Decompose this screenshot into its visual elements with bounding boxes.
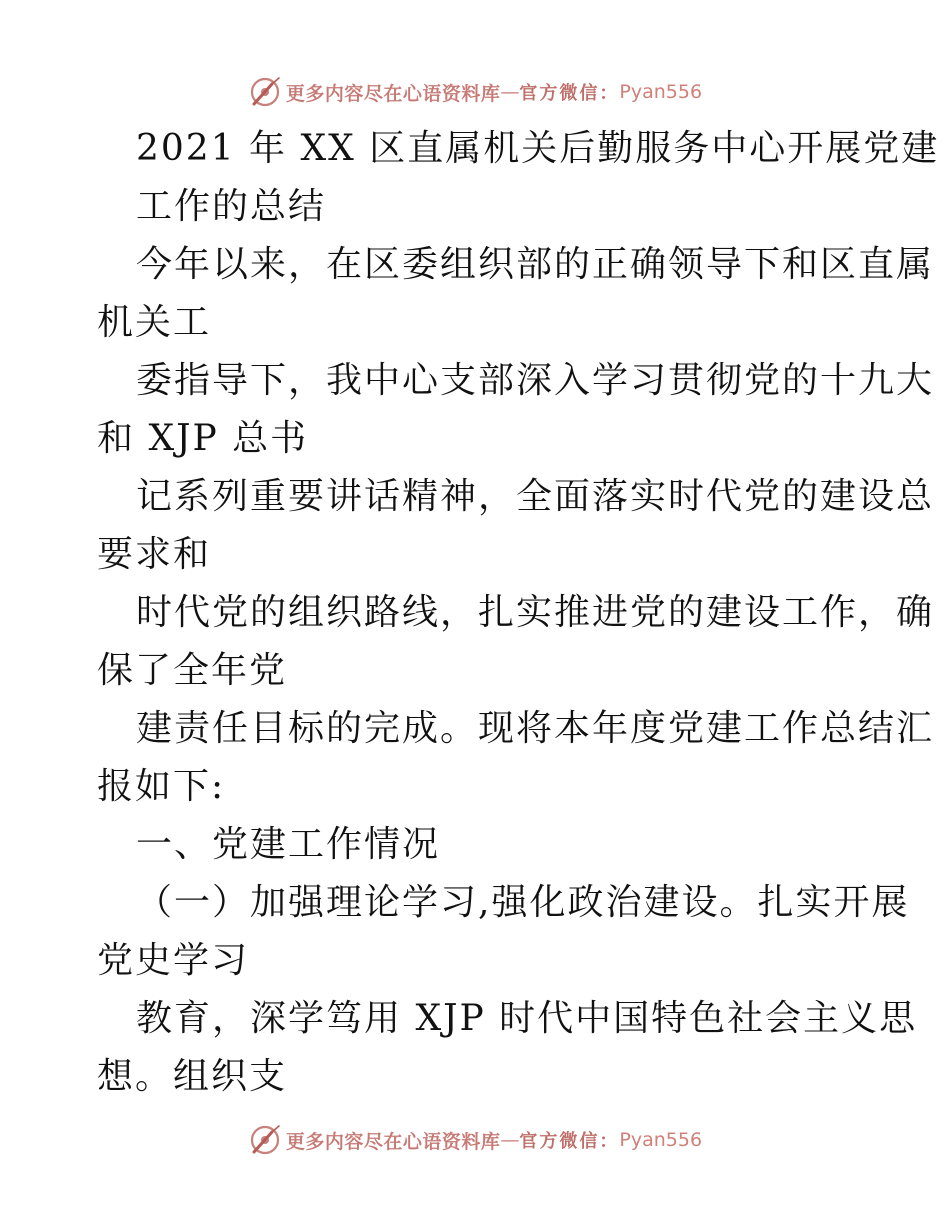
watermark-wechat-id: Pyan556 <box>619 1129 703 1151</box>
subsection-heading-line: （一）加强理论学习,强化政治建设。扎实开展 <box>136 882 910 923</box>
paragraph-line: 保了全年党 <box>97 650 288 691</box>
paragraph-line: 建责任目标的完成。现将本年度党建工作总结汇 <box>136 708 935 749</box>
watermark-separator: — <box>500 81 520 103</box>
document-body <box>0 120 950 1106</box>
paragraph-line: 要求和 <box>97 534 212 575</box>
paragraph-line: 记系列重要讲话精神，全面落实时代党的建设总 <box>136 476 935 517</box>
paragraph-line: 报如下: <box>97 766 226 807</box>
watermark-wechat-label: 官方微信： <box>519 1131 620 1152</box>
watermark-wechat-id: Pyan556 <box>619 81 703 103</box>
paragraph-line: 时代党的组织路线，扎实推进党的建设工作，确 <box>136 592 935 633</box>
document-title-line-1: 2021 年 XX 区直属机关后勤服务中心开展党建 <box>136 128 940 169</box>
paragraph-line: 教育，深学笃用 XJP 时代中国特色社会主义思 <box>136 998 918 1039</box>
paragraph-line: 和 XJP 总书 <box>97 418 309 459</box>
paragraph-line: 想。组织支 <box>97 1056 288 1097</box>
document-title-line-2: 工作的总结 <box>136 186 327 227</box>
paragraph-line: 党史学习 <box>97 940 250 981</box>
watermark-main-text: 更多内容尽在心语资料库 <box>285 1130 501 1153</box>
watermark-wechat-label: 官方微信： <box>519 83 620 104</box>
header-watermark <box>0 72 950 112</box>
quill-logo-icon <box>248 1123 282 1157</box>
footer-watermark <box>0 1120 950 1160</box>
section-heading: 一、党建工作情况 <box>136 824 441 865</box>
paragraph-line: 委指导下，我中心支部深入学习贯彻党的十九大 <box>136 360 935 401</box>
paragraph-line: 今年以来，在区委组织部的正确领导下和区直属 <box>136 244 935 285</box>
paragraph-line: 机关工 <box>97 302 212 343</box>
watermark-main-text: 更多内容尽在心语资料库 <box>285 82 501 105</box>
watermark-separator: — <box>500 1129 520 1151</box>
quill-logo-icon <box>248 75 282 109</box>
